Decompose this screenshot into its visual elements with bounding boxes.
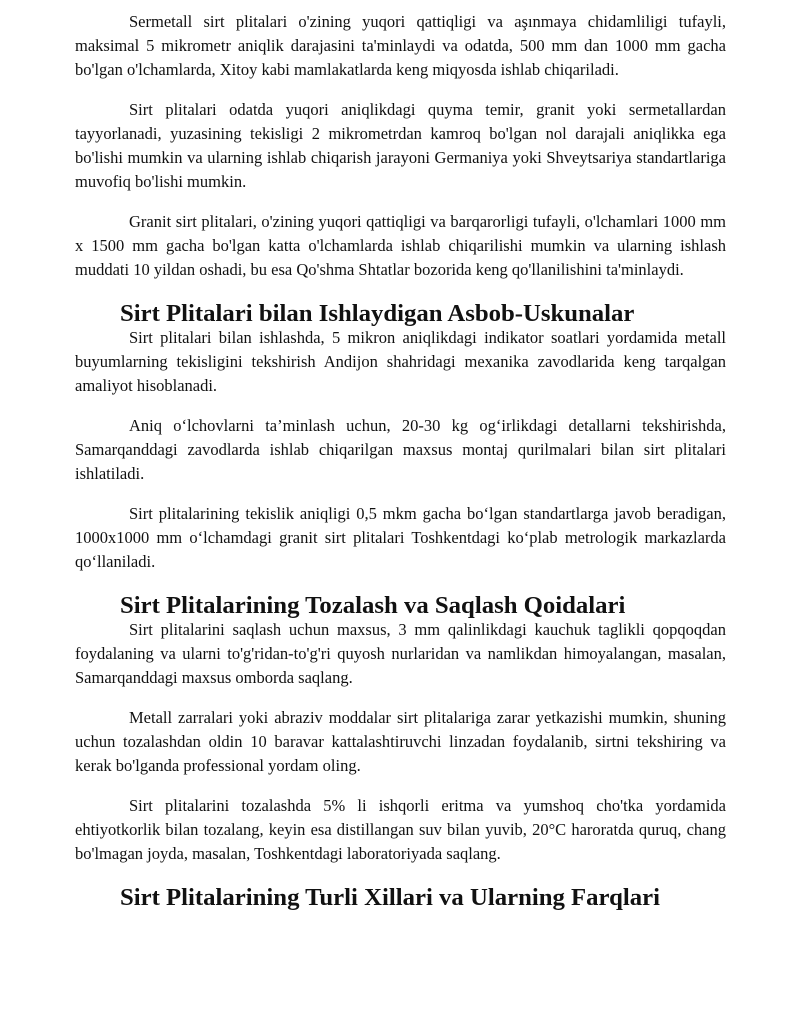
section-heading-tools: Sirt Plitalari bilan Ishlaydigan Asbob-Uskunalar (120, 300, 635, 327)
paragraph-cleaning-solution: Sirt plitalarini tozalashda 5% li ishqorli eritma va yumshoq cho'tka yordamida ehtiyotkorlik bilan tozalang, keyin esa distillangan suv bilan yuvib, 20°C haroratda quruq, chang bo'lmagan joyda, masalan, Toshkentdagi laboratoriyada saqlang. (75, 796, 726, 863)
paragraph-indicator-clocks: Sirt plitalari bilan ishlashda, 5 mikron aniqlikdagi indikator soatlari yordamida metall buyumlarning tekisligini tekshirish Andijon shahridagi mexanika zavodlarida keng tarqalgan amaliyot hisoblanadi. (75, 328, 726, 395)
paragraph-mounting-fixtures: Aniq o‘lchovlarni ta’minlash uchun, 20-30 kg og‘irlikdagi detallarni tekshirishda, Samarqanddagi zavodlarda ishlab chiqarilgan maxsus montaj qurilmalari bilan sirt plitalari ishlatiladi. (75, 416, 726, 483)
paragraph-flatness-standards: Sirt plitalarining tekislik aniqligi 0,5 mkm gacha bo‘lgan standartlarga javob beradigan, 1000x1000 mm o‘lchamdagi granit sirt plitalari Toshkentdagi ko‘plab metrologik markazlarda qo‘llaniladi. (75, 504, 726, 571)
document-page (75, 10, 726, 910)
paragraph-plate-materials: Sirt plitalari odatda yuqori aniqlikdagi quyma temir, granit yoki sermetallardan tayyorlanadi, yuzasining tekisligi 2 mikrometrdan kamroq bo'lgan nol darajali aniqlikka ega bo'lishi mumkin va ularning ishlab chiqarish jarayoni Germaniya yoki Shveytsariya standartlariga muvofiq bo'lishi mumkin. (75, 100, 726, 191)
paragraph-inspection-lens: Metall zarralari yoki abraziv moddalar sirt plitalariga zarar yetkazishi mumkin, shuning uchun tozalashdan oldin 10 baravar kattalashtiruvchi linzadan foydalanib, sirtni tekshiring va kerak bo'lganda professional yordam oling. (75, 708, 726, 775)
paragraph-storage-cover: Sirt plitalarini saqlash uchun maxsus, 3 mm qalinlikdagi kauchuk taglikli qopqoqdan foydalaning va ularni to'g'ridan-to'g'ri quyosh nurlaridan va namlikdan himoyalangan, masalan, Samarqanddagi maxsus omborda saqlang. (75, 620, 726, 687)
section-heading-types: Sirt Plitalarining Turli Xillari va Ularning Farqlari (120, 884, 660, 911)
paragraph-cermet-plates: Sermetall sirt plitalari o'zining yuqori qattiqligi va aşınmaya chidamliligi tufayli, maksimal 5 mikrometr aniqlik darajasini ta'minlaydi va odatda, 500 mm dan 1000 mm gacha bo'lgan o'lchamlarda, Xitoy kabi mamlakatlarda keng miqyosda ishlab chiqariladi. (75, 12, 726, 79)
paragraph-granite-plates: Granit sirt plitalari, o'zining yuqori qattiqligi va barqarorligi tufayli, o'lchamlari 1000 mm x 1500 mm gacha bo'lgan katta o'lchamlarda ishlab chiqarilishi mumkin va ularning ishlash muddati 10 yildan oshadi, bu esa Qo'shma Shtatlar bozorida keng qo'llanilishini ta'minlaydi. (75, 212, 726, 279)
section-heading-cleaning: Sirt Plitalarining Tozalash va Saqlash Qoidalari (120, 592, 626, 619)
